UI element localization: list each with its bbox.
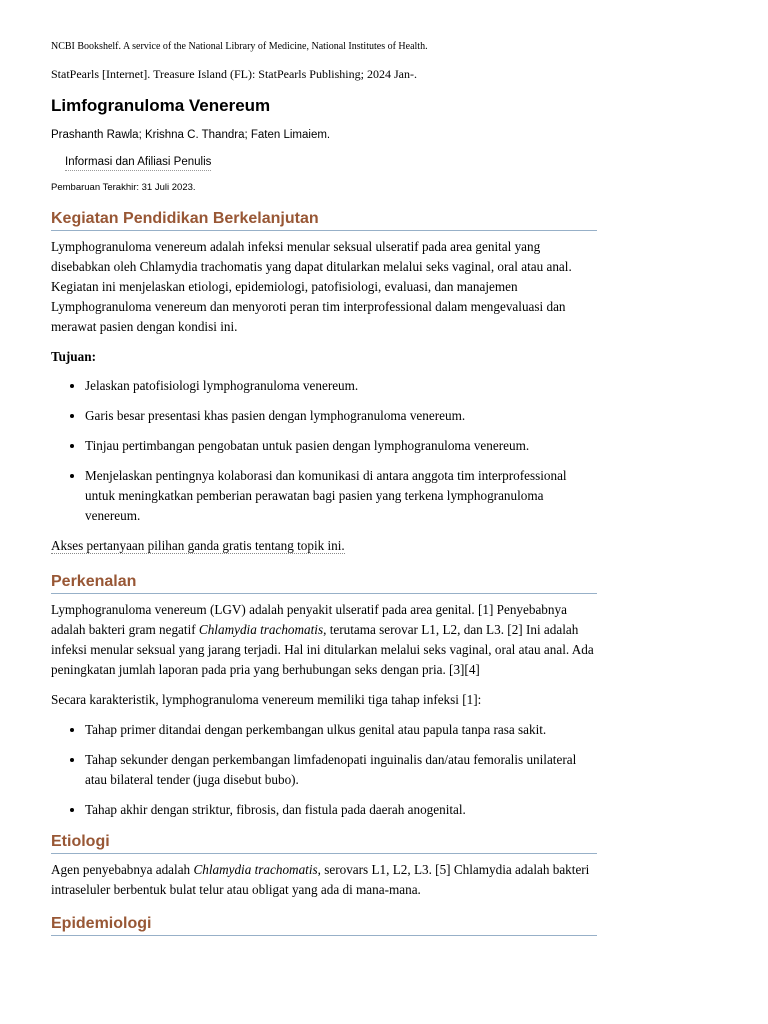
section-heading-cme: Kegiatan Pendidikan Berkelanjutan — [51, 209, 597, 231]
section-heading-epidemiology: Epidemiologi — [51, 914, 597, 936]
cme-paragraph: Lymphogranuloma venereum adalah infeksi menular seksual ulseratif pada area genital yang disebabkan oleh Chlamydia trachomatis yang dapat ditularkan melalui seks vaginal, oral atau anal. Kegiatan ini menjelaskan etiologi, epidemiologi, patofisiologi, evaluasi, dan manajemen Lymphogranuloma venereum dan menyoroti peran tim interprofessional dalam mengevaluasi dan merawat pasien dengan kondisi ini. — [51, 239, 572, 334]
section-heading-intro: Perkenalan — [51, 572, 597, 594]
last-updated: Pembaruan Terakhir: 31 Juli 2023. — [51, 182, 196, 193]
etiology-paragraph: Agen penyebabnya adalah Chlamydia trachomatis, serovars L1, L2, L3. [5] Chlamydia adalah bakteri intraseluler berbentuk bulat telur atau obligat yang ada di mana-mana. — [51, 862, 590, 897]
citation: StatPearls [Internet]. Treasure Island (FL): StatPearls Publishing; 2024 Jan-. — [51, 67, 417, 81]
article — [51, 40, 597, 942]
list-item: • Tahap akhir dengan striktur, fibrosis, dan fistula pada daerah anogenital. — [85, 800, 597, 820]
stages-list — [51, 720, 597, 820]
mcq-link[interactable]: Akses pertanyaan pilihan ganda gratis tentang topik ini. — [51, 538, 345, 553]
page-title: Limfogranuloma Venereum — [51, 96, 271, 115]
list-item: • Tinjau pertimbangan pengobatan untuk pasien dengan lymphogranuloma venereum. — [85, 436, 597, 456]
intro-paragraph-1: Lymphogranuloma venereum (LGV) adalah penyakit ulseratif pada area genital. [1] Penyebabnya adalah bakteri gram negatif Chlamydia trachomatis, terutama serovar L1, L2, dan L3. [2] Ini adalah infeksi menular seksual yang jarang terjadi. Hal ini ditularkan melalui seks vaginal, oral atau anal. Ada peningkatan jumlah laporan pada pria yang berhubungan seks dengan pria. [3][4] — [51, 602, 594, 677]
section-heading-etiology: Etiologi — [51, 832, 597, 854]
author-info-link[interactable]: Informasi dan Afiliasi Penulis — [65, 154, 211, 171]
list-item: • Tahap sekunder dengan perkembangan limfadenopati inguinalis dan/atau femoralis unilateral atau bilateral tender (juga disebut bubo). — [85, 750, 597, 790]
list-item: • Garis besar presentasi khas pasien dengan lymphogranuloma venereum. — [85, 406, 597, 426]
bookshelf-notice: NCBI Bookshelf. A service of the National Library of Medicine, National Institutes of Health. — [51, 41, 428, 52]
list-item: • Tahap primer ditandai dengan perkembangan ulkus genital atau papula tanpa rasa sakit. — [85, 720, 597, 740]
objectives-label: Tujuan: — [51, 349, 96, 364]
intro-paragraph-2: Secara karakteristik, lymphogranuloma venereum memiliki tiga tahap infeksi [1]: — [51, 692, 482, 707]
authors: Prashanth Rawla; Krishna C. Thandra; Faten Limaiem. — [51, 129, 331, 141]
objectives-list — [51, 376, 597, 526]
list-item: • Menjelaskan pentingnya kolaborasi dan komunikasi di antara anggota tim interprofessional untuk meningkatkan pemberian perawatan bagi pasien yang terkena lymphogranuloma venereum. — [85, 466, 597, 526]
list-item: • Jelaskan patofisiologi lymphogranuloma venereum. — [85, 376, 597, 396]
